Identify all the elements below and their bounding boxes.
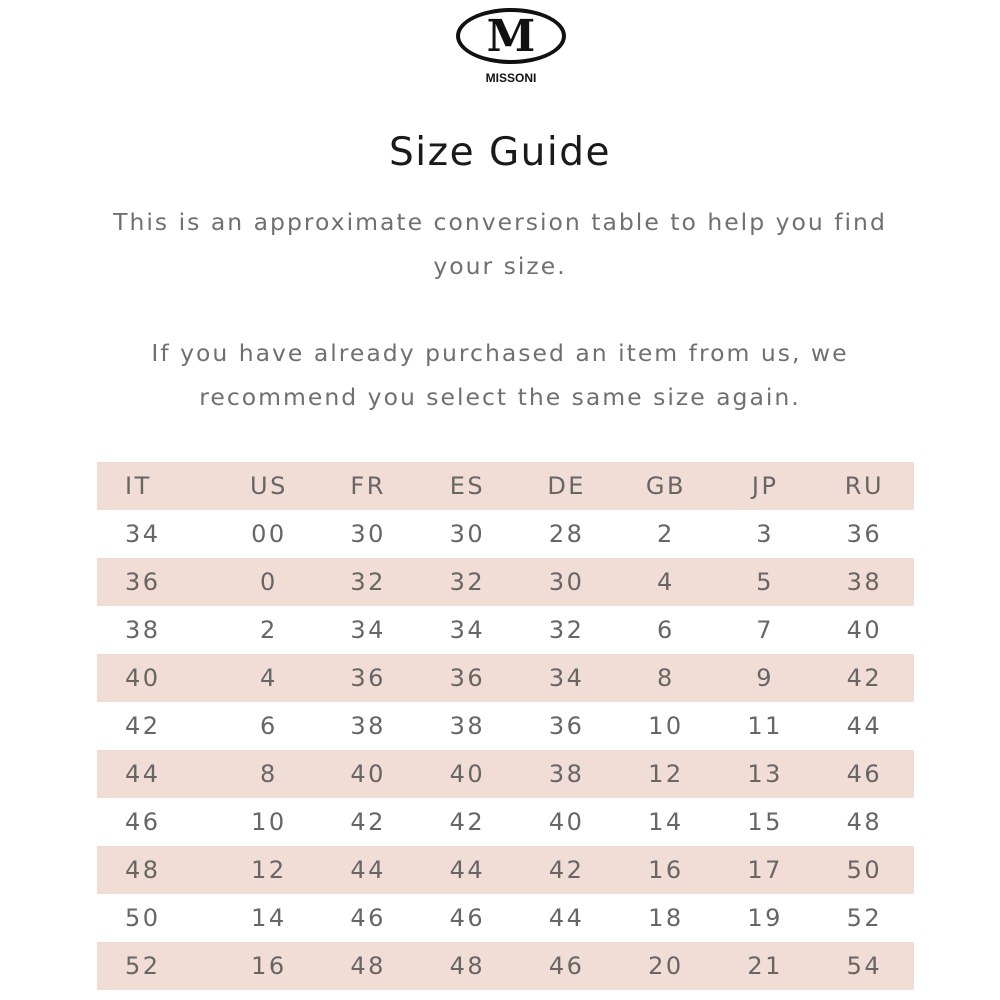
table-cell: 0: [260, 568, 278, 596]
table-cell: 17: [747, 856, 783, 884]
table-cell: 50: [125, 904, 161, 932]
table-row: [97, 798, 914, 846]
page-title: Size Guide: [389, 130, 611, 175]
table-cell: 12: [648, 760, 684, 788]
table-cell: 50: [846, 856, 883, 884]
header-cell-es: ES: [449, 472, 486, 500]
intro-line-3: If you have already purchased an item from us, we: [151, 339, 849, 367]
table-cell: 16: [251, 952, 287, 980]
table-cell: 46: [846, 760, 883, 788]
table-cell: 8: [657, 664, 675, 692]
table-cell: 40: [449, 760, 486, 788]
table-cell: 30: [350, 520, 386, 548]
table-cell: 12: [251, 856, 287, 884]
table-row: [97, 606, 914, 654]
table-cell: 10: [648, 712, 684, 740]
table-cell: 00: [251, 520, 287, 548]
table-cell: 44: [548, 904, 585, 932]
table-cell: 48: [350, 952, 386, 980]
table-row: [97, 558, 914, 606]
table-cell: 11: [747, 712, 783, 740]
table-cell: 44: [846, 712, 883, 740]
table-cell: 42: [350, 808, 386, 836]
table-cell: 36: [449, 664, 486, 692]
logo-wordmark: MISSONI: [485, 71, 537, 85]
table-cell: 30: [548, 568, 585, 596]
table-cell: 48: [846, 808, 883, 836]
table-cell: 32: [449, 568, 486, 596]
table-cell: 46: [548, 952, 585, 980]
table-row: [97, 894, 914, 942]
table-cell: 10: [251, 808, 287, 836]
header-cell-ru: RU: [844, 472, 885, 500]
table-row: [97, 846, 914, 894]
table-cell: 42: [846, 664, 883, 692]
table-cell: 30: [449, 520, 486, 548]
intro-paragraph: [0, 200, 1000, 288]
intro-line-1: This is an approximate conversion table to help you find: [113, 208, 887, 236]
table-cell: 36: [350, 664, 386, 692]
logo-mark: M: [486, 11, 536, 62]
size-conversion-table: [97, 462, 914, 990]
table-cell: 6: [657, 616, 675, 644]
table-cell: 38: [125, 616, 161, 644]
brand-logo: [456, 8, 566, 86]
table-cell: 52: [846, 904, 883, 932]
table-cell: 34: [125, 520, 161, 548]
table-cell: 42: [548, 856, 585, 884]
table-cell: 48: [125, 856, 161, 884]
table-cell: 34: [350, 616, 386, 644]
header-cell-de: DE: [547, 472, 586, 500]
table-cell: 34: [548, 664, 585, 692]
table-cell: 38: [449, 712, 486, 740]
table-row: [97, 702, 914, 750]
table-cell: 54: [846, 952, 883, 980]
table-cell: 13: [747, 760, 783, 788]
table-cell: 14: [648, 808, 684, 836]
logo-oval: [456, 8, 566, 64]
table-cell: 52: [125, 952, 161, 980]
table-row: [97, 510, 914, 558]
table-cell: 46: [125, 808, 161, 836]
table-cell: 7: [756, 616, 775, 644]
table-header-row: [97, 462, 914, 510]
table-cell: 15: [747, 808, 783, 836]
table-cell: 40: [846, 616, 883, 644]
table-cell: 19: [747, 904, 783, 932]
table-cell: 18: [648, 904, 684, 932]
table-cell: 36: [125, 568, 161, 596]
header-cell-gb: GB: [645, 472, 686, 500]
table-cell: 4: [657, 568, 675, 596]
table-cell: 2: [657, 520, 675, 548]
table-cell: 3: [756, 520, 775, 548]
table-cell: 44: [449, 856, 486, 884]
table-cell: 21: [747, 952, 783, 980]
table-cell: 4: [260, 664, 278, 692]
header-cell-us: US: [250, 472, 288, 500]
table-cell: 28: [548, 520, 585, 548]
table-cell: 32: [350, 568, 386, 596]
table-cell: 14: [251, 904, 287, 932]
intro-line-4: recommend you select the same size again.: [199, 383, 801, 411]
table-cell: 34: [449, 616, 486, 644]
header-cell-jp: JP: [751, 472, 779, 500]
table-row: [97, 942, 914, 990]
table-cell: 46: [350, 904, 386, 932]
intro-line-2: your size.: [433, 252, 567, 280]
table-cell: 36: [548, 712, 585, 740]
table-cell: 36: [846, 520, 883, 548]
table-cell: 32: [548, 616, 585, 644]
table-cell: 38: [350, 712, 386, 740]
table-cell: 6: [260, 712, 278, 740]
table-cell: 8: [260, 760, 278, 788]
table-cell: 9: [756, 664, 775, 692]
table-cell: 2: [260, 616, 278, 644]
table-cell: 5: [756, 568, 775, 596]
table-cell: 40: [548, 808, 585, 836]
header-cell-it: IT: [125, 472, 152, 500]
table-row: [97, 654, 914, 702]
table-cell: 38: [846, 568, 883, 596]
recommendation-paragraph: [0, 331, 1000, 419]
header-cell-fr: FR: [350, 472, 386, 500]
table-cell: 48: [449, 952, 486, 980]
table-cell: 38: [548, 760, 585, 788]
table-cell: 44: [125, 760, 161, 788]
table-row: [97, 750, 914, 798]
table-cell: 42: [125, 712, 161, 740]
table-cell: 44: [350, 856, 386, 884]
table-cell: 40: [350, 760, 386, 788]
table-cell: 20: [648, 952, 684, 980]
table-body: [97, 510, 914, 990]
table-cell: 16: [648, 856, 684, 884]
table-cell: 42: [449, 808, 486, 836]
table-cell: 40: [125, 664, 161, 692]
table-cell: 46: [449, 904, 486, 932]
